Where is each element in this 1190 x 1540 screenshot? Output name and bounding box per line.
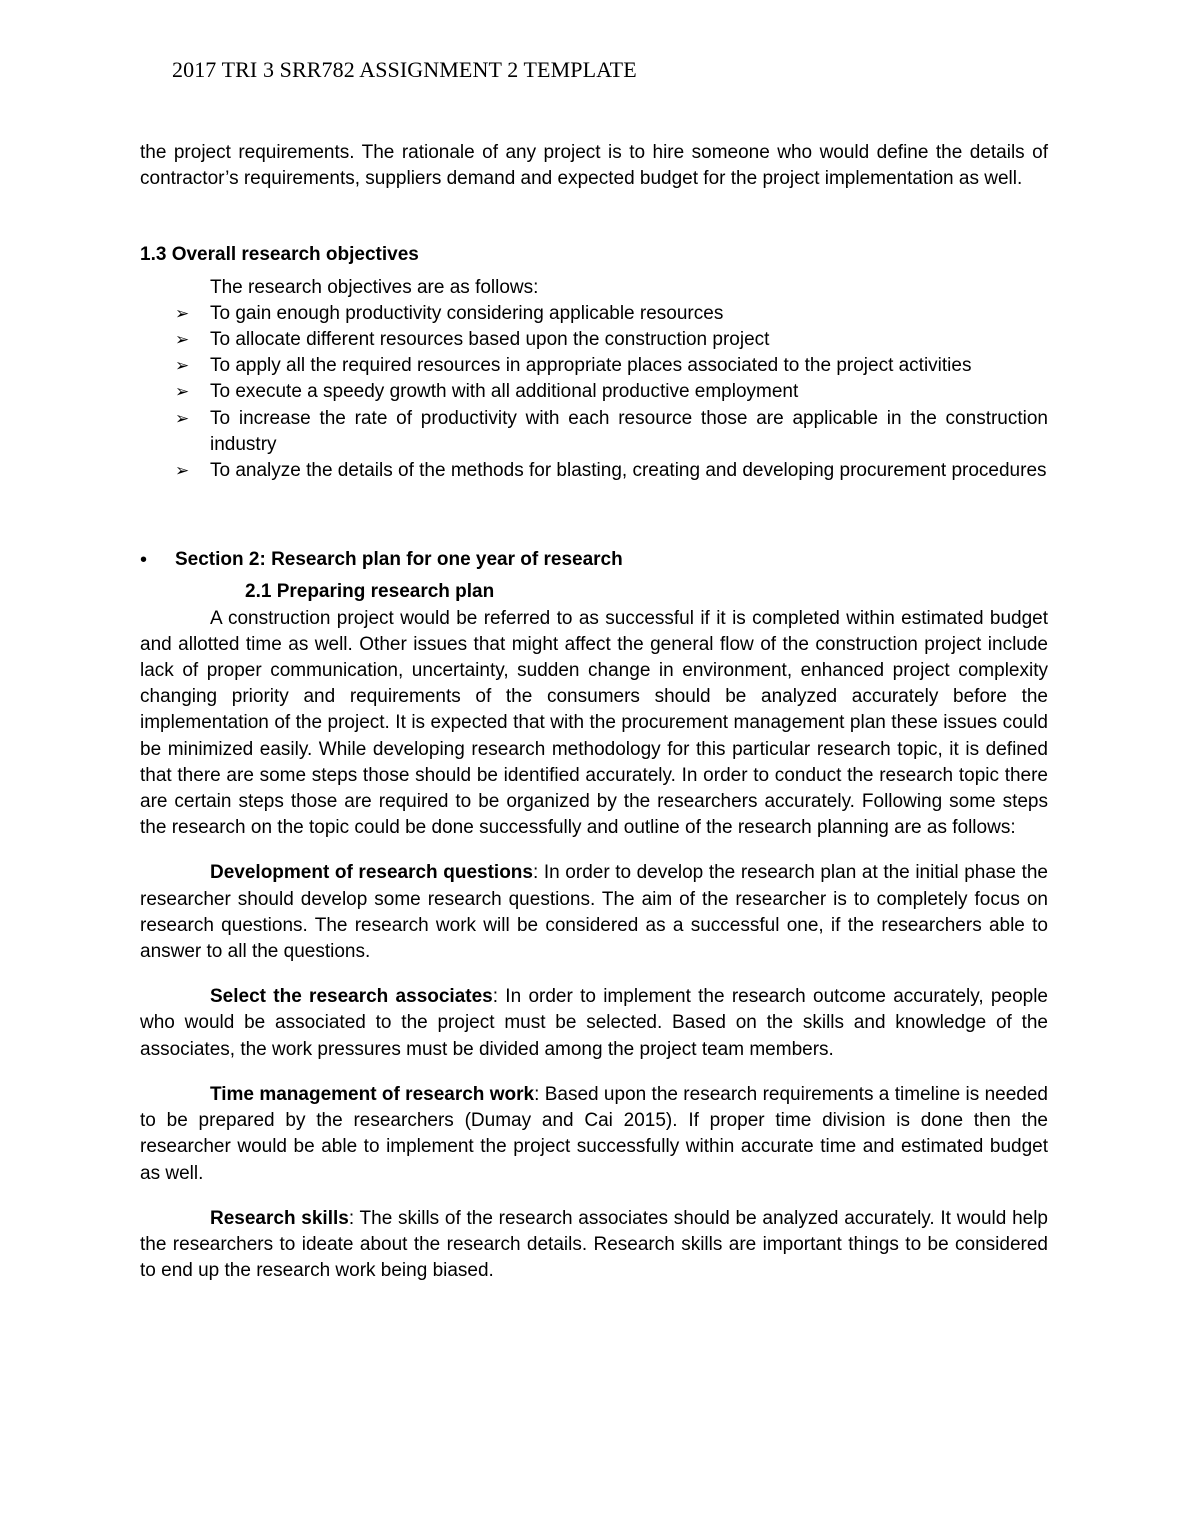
section-2-1-heading: 2.1 Preparing research plan [245,581,495,603]
arrow-bullet-icon: ➢ [175,356,190,377]
bullet-dot-icon: • [140,549,148,572]
document-body [140,140,1048,1284]
step-text: : Based upon the research requirements a timeline is needed to be prepared by the researchers (Dumay and Cai 2015). If proper time division is done then the researcher would be able to implement the project successfully within accurate time and estimated budget as well. [140,1083,1048,1184]
arrow-bullet-icon: ➢ [175,382,190,403]
arrow-bullet-icon: ➢ [175,461,190,482]
objective-text: To apply all the required resources in appropriate places associated to the project activities [210,355,972,377]
objectives-lead: The research objectives are as follows: [210,276,539,298]
objectives-list [140,301,1048,484]
objective-text: To analyze the details of the methods for blasting, creating and developing procurement procedures [210,460,1047,482]
objective-text: To gain enough productivity considering applicable resources [210,302,724,324]
step-text: : The skills of the research associates should be analyzed accurately. It would help the researchers to ideate about the research details. Research skills are important things to be considered to end up the research work being biased. [140,1207,1048,1282]
list-item [140,327,1048,353]
step-paragraph [140,984,1048,1063]
step-paragraph [140,860,1048,965]
arrow-bullet-icon: ➢ [175,303,190,324]
list-item [140,379,1048,405]
step-text: : In order to develop the research plan at the initial phase the researcher should develop some research questions. The aim of the researcher is to completely focus on research questions. The research work will be considered as a successful one, if the researchers able to answer to all the questions. [140,862,1048,963]
section-2-heading-row [140,547,1048,573]
step-term: Select the research associates [210,986,493,1008]
research-plan-paragraph: A construction project would be referred to as successful if it is completed within estimated budget and allotted time as well. Other issues that might affect the general flow of the construction project include lack of proper communication, uncertainty, sudden change in environment, enhanced project complexity changing priority and requirements of the consumers should be analyzed accurately before the implementation of the project. It is expected that with the procurement management plan these issues could be minimized easily. While developing research methodology for this particular research topic, it is defined that there are some steps those should be identified accurately. In order to conduct the research topic there are certain steps those are required to be organized by the researchers accurately. Following some steps the research on the topic could be done successfully and outline of the research planning are as follows: [140,607,1048,839]
step-term: Development of research questions [210,862,533,884]
intro-paragraph: the project requirements. The rationale of any project is to hire someone who would define the details of contractor’s requirements, suppliers demand and expected budget for the project implementation as well. [140,142,1048,190]
objective-text: To execute a speedy growth with all additional productive employment [210,381,799,403]
section-2-heading: Section 2: Research plan for one year of research [175,549,623,571]
list-item [140,458,1048,484]
step-paragraph [140,1082,1048,1187]
step-term: Research skills [210,1207,349,1229]
objective-text: To allocate different resources based upon the construction project [210,329,770,351]
list-item [140,406,1048,458]
objective-text: To increase the rate of productivity with each resource those are applicable in the construction industry [210,407,1048,455]
step-text: : In order to implement the research outcome accurately, people who would be associated to the project must be selected. Based on the skills and knowledge of the associates, the work pressures must be divided among the project team members. [140,986,1048,1060]
step-paragraph [140,1206,1048,1285]
page-header: 2017 TRI 3 SRR782 ASSIGNMENT 2 TEMPLATE [172,57,637,82]
arrow-bullet-icon: ➢ [175,408,190,429]
list-item [140,301,1048,327]
section-1-3-heading: 1.3 Overall research objectives [140,244,419,266]
list-item [140,353,1048,379]
arrow-bullet-icon: ➢ [175,330,190,351]
step-term: Time management of research work [210,1083,535,1105]
